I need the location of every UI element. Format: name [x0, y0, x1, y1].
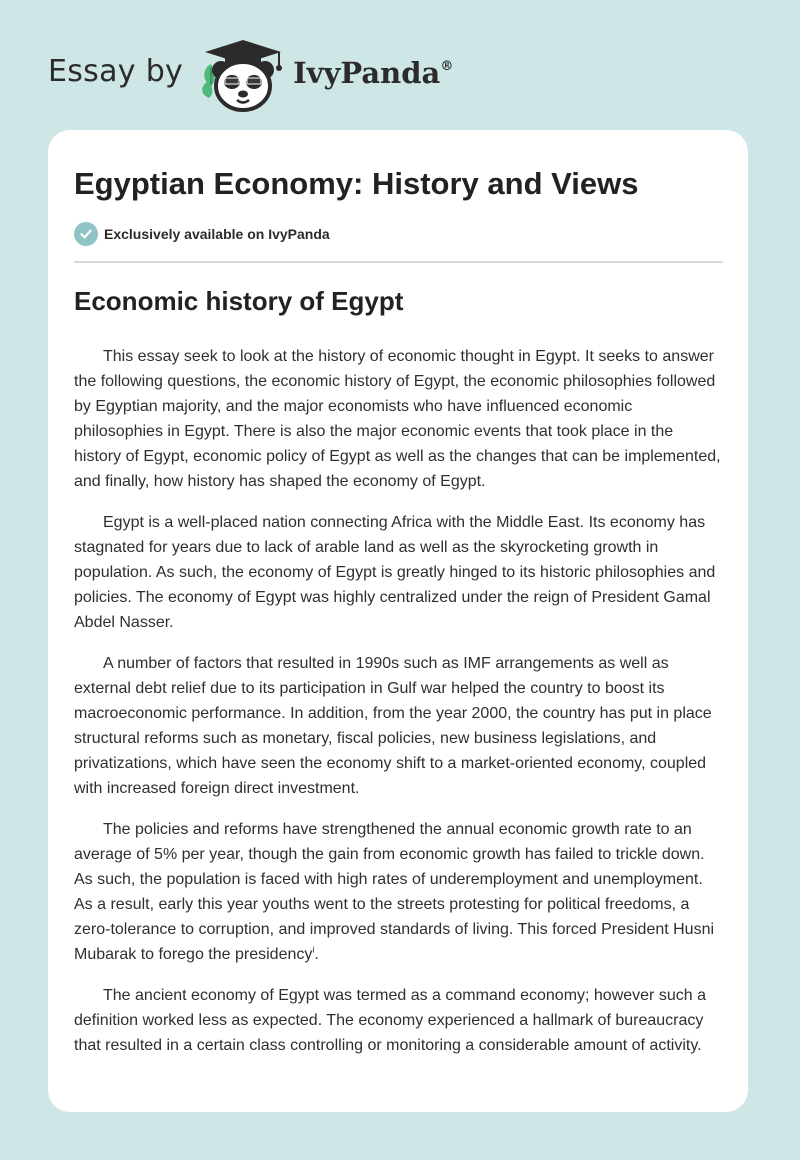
paragraph: A number of factors that resulted in 1990s such as IMF arrangements as well as external debt relief due to its participation in Gulf war helped the country to boost its macroeconomic performance. In addition, from the year 2000, the country has put in place structural reforms such as monetary, fiscal policies, new business legislations, and privatizations, which have seen the economy shift to a market-oriented economy, coupled with increased foreign direct investment.	[74, 655, 712, 797]
essay-card	[48, 130, 748, 1112]
footnote-link[interactable]: i	[312, 944, 315, 955]
essay-by-label: Essay by	[48, 53, 184, 89]
exclusive-badge-label: Exclusively available on IvyPanda	[104, 226, 330, 242]
paragraph: Egypt is a well-placed nation connecting Africa with the Middle East. Its economy has stagnated for years due to lack of arable land as well as the skyrocketing growth in population. As such, the economy of Egypt is greatly hinged to its historic philosophies and policies. The economy of Egypt was highly centralized under the reign of President Gamal Abdel Nasser.	[74, 514, 716, 631]
essay-body	[74, 344, 724, 1074]
page-title: Egyptian Economy: History and Views	[74, 166, 639, 201]
check-circle-icon	[74, 222, 98, 246]
site-header	[48, 34, 453, 114]
section-heading: Economic history of Egypt	[74, 286, 404, 316]
divider	[74, 261, 723, 263]
paragraph: This essay seek to look at the history of economic thought in Egypt. It seeks to answer the following questions, the economic history of Egypt, the economic philosophies followed by Egyptian majority, and the major economists who have influenced economic philosophies in Egypt. There is also the major economic events that took place in the history of Egypt, economic policy of Egypt as well as the changes that can be implemented, and finally, how history has shaped the economy of Egypt.	[74, 348, 721, 490]
panda-logo-icon[interactable]	[197, 34, 289, 114]
exclusive-badge	[74, 222, 330, 246]
brand-name[interactable]: IvyPanda®	[293, 56, 454, 90]
paragraph: The policies and reforms have strengthened the annual economic growth rate to an average of 5% per year, though the gain from economic growth has failed to trickle down. As such, the population is faced with high rates of underemployment and unemployment. As a result, early this year youths went to the streets protesting for political freedoms, a zero-tolerance to corruption, and improved standards of living. This forced President Husni Mubarak to forego the presidency$^i$.	[74, 821, 715, 963]
paragraph: The ancient economy of Egypt was termed as a command economy; however such a definition worked less as expected. The economy experienced a hallmark of bureaucracy that resulted in a certain class controlling or monitoring a considerable amount of activity.	[74, 987, 706, 1054]
